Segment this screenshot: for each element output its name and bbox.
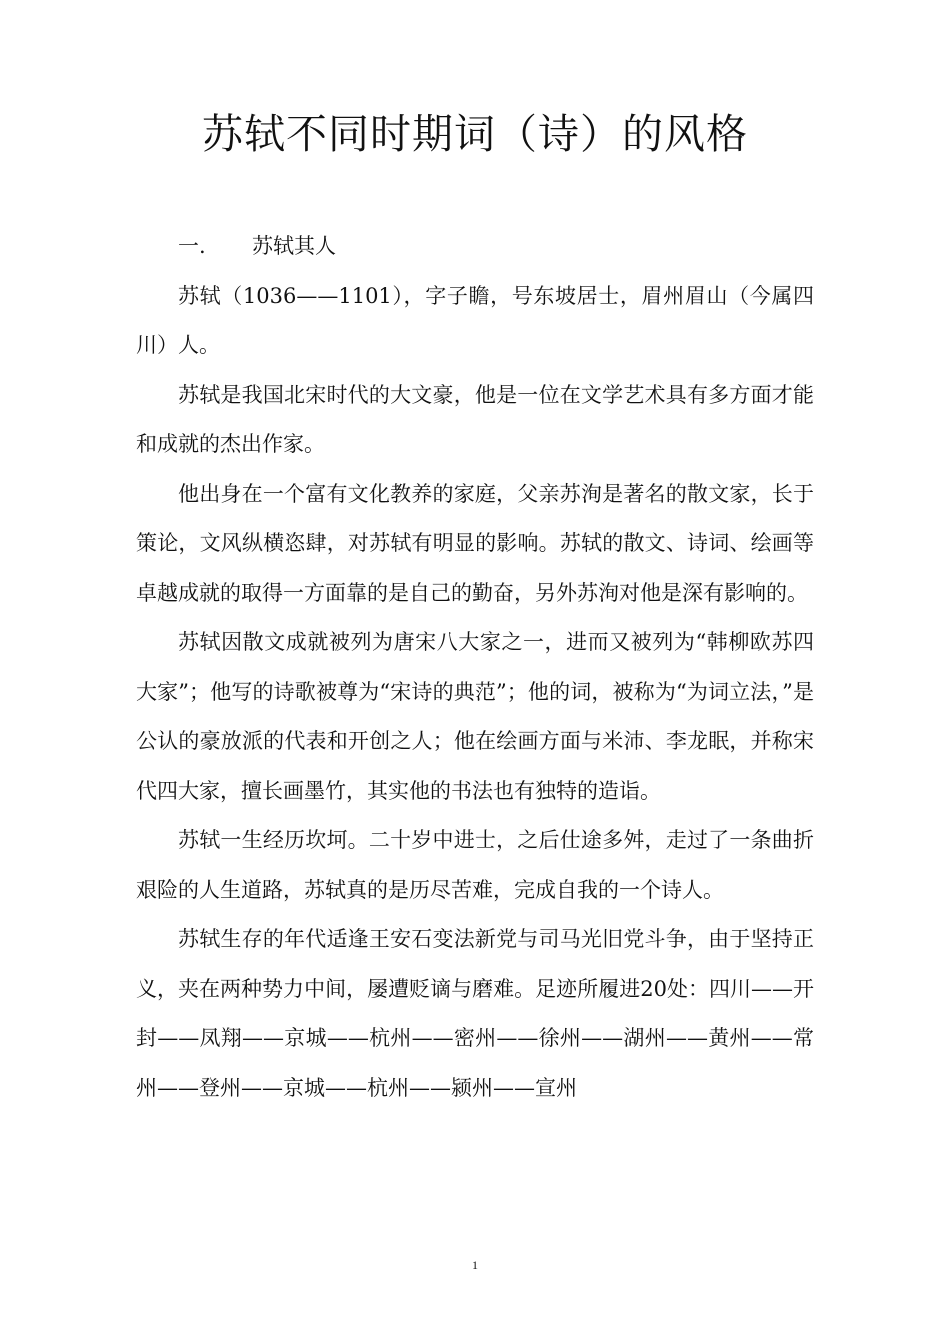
document-body: [136, 222, 814, 1113]
page-number: 1: [472, 1258, 478, 1272]
paragraph-2: 苏轼是我国北宋时代的大文豪，他是一位在文学艺术具有多方面才能和成就的杰出作家。: [136, 382, 814, 456]
section-heading: [136, 222, 814, 272]
paragraph-4: 苏轼因散文成就被列为唐宋八大家之一，进而又被列为“韩柳欧苏四大家”；他写的诗歌被尊为“宋诗的典范”；他的词，被称为“为词立法，”是公认的豪放派的代表和开创之人；他在绘画方面与米沛、李龙眠，并称宋代四大家，擅长画墨竹，其实他的书法也有独特的造诣。: [136, 630, 814, 803]
paragraph-5: 苏轼一生经历坎坷。二十岁中进士，之后仕途多舛，走过了一条曲折艰险的人生道路，苏轼真的是历尽苦难，完成自我的一个诗人。: [136, 828, 814, 902]
paragraph-6: 苏轼生存的年代适逢王安石变法新党与司马光旧党斗争，由于坚持正义，夹在两种势力中间，屡遭贬谪与磨难。足迹所履进20处：四川——开封——凤翔——京城——杭州——密州——徐州——湖州——黄州——常州——登州——京城——杭州——颍州——宣州: [136, 927, 814, 1100]
section-heading-text: 苏轼其人: [252, 234, 336, 258]
paragraph-1: 苏轼（1036——1101），字子瞻，号东坡居士，眉州眉山（今属四川）人。: [136, 283, 814, 357]
paragraph-3: 他出身在一个富有文化教养的家庭，父亲苏洵是著名的散文家，长于策论，文风纵横恣肆，对苏轼有明显的影响。苏轼的散文、诗词、绘画等卓越成就的取得一方面靠的是自己的勤奋，另外苏洵对他是深有影响的。: [136, 481, 814, 605]
section-number: 一.: [178, 234, 206, 258]
document-title: 苏轼不同时期词（诗）的风格: [202, 110, 748, 158]
